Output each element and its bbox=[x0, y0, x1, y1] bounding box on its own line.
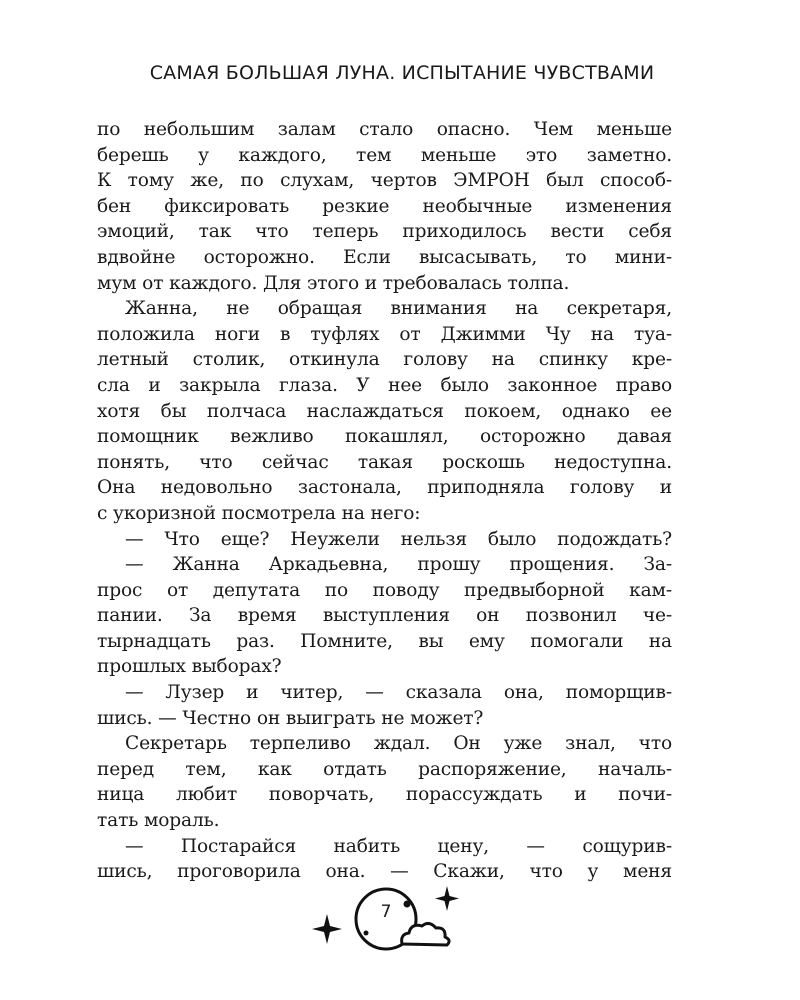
text-line: Жанна, не обращая внимания на секретаря, bbox=[125, 298, 672, 320]
text-line: шись. — Честно он выиграть не может? bbox=[97, 707, 484, 729]
star-icon bbox=[435, 886, 459, 911]
text-line: — Жанна Аркадьевна, прошу прощения. За- bbox=[125, 554, 672, 576]
text-line: берешь у каждого, тем меньше это заметно. bbox=[97, 144, 672, 166]
text-line: понять, что сейчас такая роскошь недоступна. bbox=[97, 451, 672, 473]
page-footer bbox=[305, 882, 475, 952]
text-line: прошлых выборах? bbox=[97, 656, 282, 678]
text-line: хотя бы полчаса наслаждаться покоем, однако ее bbox=[97, 400, 672, 422]
text-line: Она недовольно застонала, приподняла голову и bbox=[97, 477, 672, 499]
text-line: прос от депутата по поводу предвыборной кам- bbox=[97, 579, 672, 601]
running-header: САМАЯ БОЛЬШАЯ ЛУНА. ИСПЫТАНИЕ ЧУВСТВАМИ bbox=[149, 62, 655, 84]
text-line: К тому же, по слухам, чертов ЭМРОН был способ- bbox=[97, 170, 672, 192]
text-line: тырнадцать раз. Помните, вы ему помогали на bbox=[97, 630, 672, 652]
text-line: пании. За время выступления он позвонил че- bbox=[97, 605, 672, 627]
text-line: бен фиксировать резкие необычные изменения bbox=[97, 195, 672, 217]
page-number: 7 bbox=[380, 902, 392, 922]
text-line: — Что еще? Неужели нельзя было подождать? bbox=[125, 528, 672, 550]
text-line: шись, проговорила она. — Скажи, что у меня bbox=[97, 861, 672, 883]
body-text bbox=[97, 117, 672, 885]
text-line: летный столик, откинула голову на спинку кре- bbox=[97, 349, 672, 371]
text-line: мум от каждого. Для этого и требовалась толпа. bbox=[97, 272, 570, 294]
text-line: эмоций, так что теперь приходилось вести себя bbox=[97, 221, 672, 243]
text-line: — Лузер и читер, — сказала она, поморщив- bbox=[125, 682, 672, 704]
text-line: по небольшим залам стало опасно. Чем меньше bbox=[97, 119, 672, 140]
text-line: перед тем, как отдать распоряжение, началь- bbox=[97, 758, 672, 780]
text-line: ница любит поворчать, порассуждать и почи- bbox=[97, 784, 672, 806]
text-line: сла и закрыла глаза. У нее было законное право bbox=[97, 374, 672, 396]
star-icon bbox=[312, 914, 342, 944]
text-line: помощник вежливо покашлял, осторожно давая bbox=[97, 426, 672, 448]
text-line: — Постарайся набить цену, — сощурив- bbox=[125, 835, 672, 857]
text-line: вдвойне осторожно. Если высасывать, то мини- bbox=[97, 246, 672, 268]
text-line: Секретарь терпеливо ждал. Он уже знал, что bbox=[125, 733, 672, 755]
text-line: тать мораль. bbox=[97, 810, 220, 832]
text-line: с укоризной посмотрела на него: bbox=[97, 502, 421, 524]
text-line: положила ноги в туфлях от Джимми Чу на туа- bbox=[97, 323, 672, 345]
